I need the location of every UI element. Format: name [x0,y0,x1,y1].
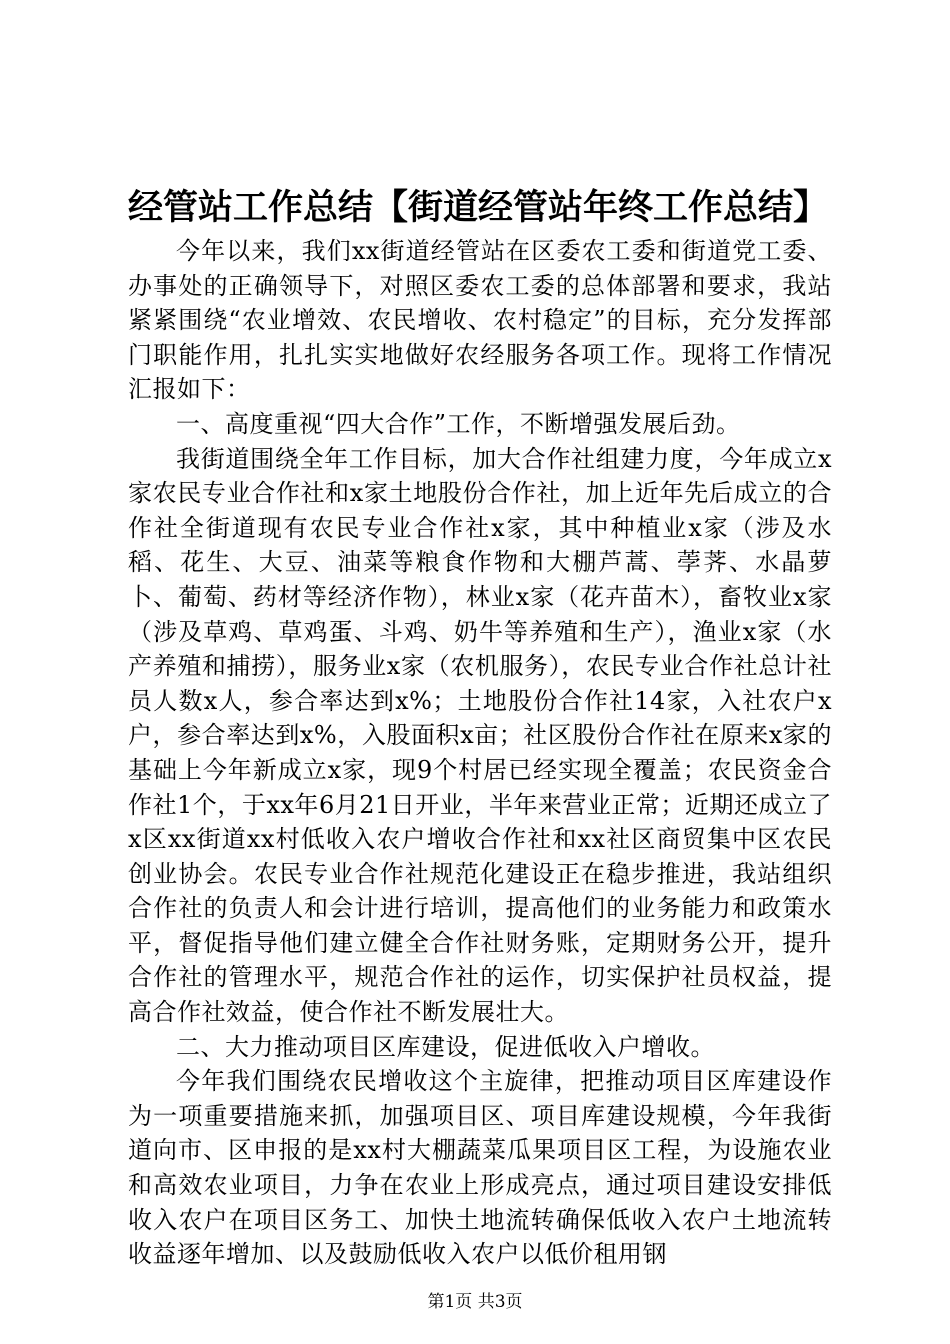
section-2-paragraph: 今年我们围绕农民增收这个主旋律，把推动项目区库建设作为一项重要措施来抓，加强项目区、项目库建设规模，今年我街道向市、区申报的是xx村大棚蔬菜瓜果项目区工程，为设施农业和高效农业项目，力争在农业上形成亮点，通过项目建设安排低收入农户在项目区务工、加快土地流转确保低收入农户土地流转收益逐年增加、以及鼓励低收入农户以低价租用钢 [128,1067,832,1269]
section-1-paragraph: 我街道围绕全年工作目标，加大合作社组建力度，今年成立x家农民专业合作社和x家土地股份合作社，加上近年先后成立的合作社全街道现有农民专业合作社x家，其中种植业x家（涉及水稻、花生、大豆、油菜等粮食作物和大棚芦蒿、荸荠、水晶萝卜、葡萄、药材等经济作物），林业x家（花卉苗木），畜牧业x家（涉及草鸡、草鸡蛋、斗鸡、奶牛等养殖和生产），渔业x家（水产养殖和捕捞），服务业x家（农机服务），农民专业合作社总计社员人数x人，参合率达到x%；土地股份合作社14家，入社农户x户，参合率达到x%，入股面积x亩；社区股份合作社在原来x家的基础上今年新成立x家，现9个村居已经实现全覆盖；农民资金合作社1个，于xx年6月21日开业，半年来营业正常；近期还成立了x区xx街道xx村低收入农户增收合作社和xx社区商贸集中区农民创业协会。农民专业合作社规范化建设正在稳步推进，我站组织合作社的负责人和会计进行培训，提高他们的业务能力和政策水平，督促指导他们建立健全合作社财务账，定期财务公开，提升合作社的管理水平，规范合作社的运作，切实保护社员权益，提高合作社效益，使合作社不断发展壮大。 [128,444,832,1027]
intro-paragraph: 今年以来，我们xx街道经管站在区委农工委和街道党工委、办事处的正确领导下，对照区委农工委的总体部署和要求，我站紧紧围绕“农业增效、农民增收、农村稳定”的目标，充分发挥部门职能作用，扎扎实实地做好农经服务各项工作。现将工作情况汇报如下： [128,237,832,404]
page-footer: 第1页 共3页 [427,1292,523,1312]
section-heading-1: 一、高度重视“四大合作”工作，不断增强发展后劲。 [176,409,741,438]
document-title: 经管站工作总结【街道经管站年终工作总结】 [128,187,829,228]
section-heading-2: 二、大力推动项目区库建设，促进低收入户增收。 [176,1032,715,1061]
document-body [128,234,832,1272]
